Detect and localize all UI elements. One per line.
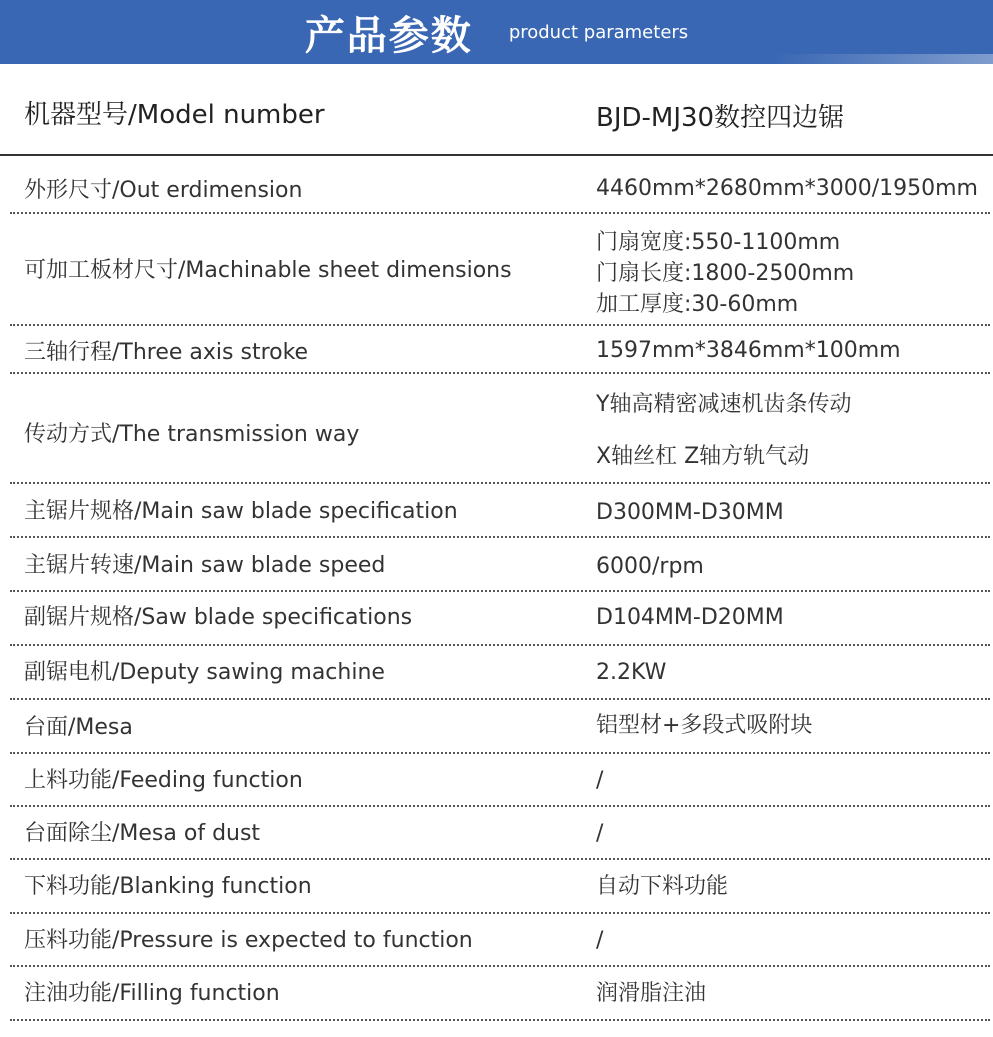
spec-row-filling [0,968,993,1022]
model-label: 机器型号/Model number [24,100,325,130]
dotted-divider [10,912,990,914]
spec-row-pressure [0,915,993,968]
spec-row-transmission [0,375,993,485]
spec-value: 润滑脂注油 [596,981,707,1006]
page-title: 产品参数 [304,12,473,59]
dotted-divider [10,698,990,700]
dotted-divider [10,644,990,646]
spec-label: 可加工板材尺寸/Machinable sheet dimensions [24,258,512,283]
dotted-divider [10,805,990,807]
dotted-divider [10,212,990,214]
spec-row-mesa [0,701,993,755]
dotted-divider [10,536,990,538]
spec-value: / [596,821,604,846]
spec-label: 三轴行程/Three axis stroke [24,340,309,365]
spec-row-dust [0,808,993,861]
spec-value: D300MM-D30MM [596,500,784,525]
dotted-divider [10,590,990,592]
spec-value: 加工厚度:30-60mm [596,292,799,317]
spec-label: 副锯电机/Deputy sawing machine [24,660,385,685]
spec-value: 铝型材+多段式吸附块 [596,713,813,738]
spec-value: Y轴高精密减速机齿条传动 [596,392,852,417]
spec-label: 压料功能/Pressure is expected to function [24,928,473,953]
spec-value: 2.2KW [596,660,667,685]
dotted-divider [10,858,990,860]
spec-value: 门扇宽度:550-1100mm [596,230,841,255]
spec-label: 注油功能/Filling function [24,981,280,1006]
page-subtitle: product parameters [508,21,689,43]
spec-row-deputy-motor [0,647,993,701]
spec-row-feeding [0,755,993,808]
spec-value: / [596,768,604,793]
spec-value: 1597mm*3846mm*100mm [596,338,901,363]
spec-row-dimension [0,155,993,215]
spec-value: 6000/rpm [596,554,704,579]
spec-label: 主锯片规格/Main saw blade specification [24,499,458,524]
dotted-divider [10,1019,990,1021]
spec-value: / [596,928,604,953]
dotted-divider [10,324,990,326]
spec-value: X轴丝杠 Z轴方轨气动 [596,444,810,469]
spec-label: 外形尺寸/Out erdimension [24,178,303,203]
spec-label: 主锯片转速/Main saw blade speed [24,553,386,578]
spec-value: 自动下料功能 [596,874,729,899]
spec-label: 台面除尘/Mesa of dust [24,821,261,846]
spec-value: 门扇长度:1800-2500mm [596,261,855,286]
spec-row-stroke [0,327,993,375]
spec-label: 下料功能/Blanking function [24,874,312,899]
spec-label: 传动方式/The transmission way [24,422,360,447]
dotted-divider [10,965,990,967]
dotted-divider [10,372,990,374]
spec-label: 上料功能/Feeding function [24,768,303,793]
header-banner [0,0,993,64]
spec-row-sheet-dimensions [0,215,993,327]
spec-row-main-blade [0,485,993,539]
spec-row-saw-blade [0,593,993,647]
spec-row-main-speed [0,539,993,593]
model-value: BJD-MJ30数控四边锯 [596,103,845,133]
dotted-divider [10,482,990,484]
model-row [0,64,993,156]
dotted-divider [10,752,990,754]
spec-label: 副锯片规格/Saw blade specifications [24,605,413,630]
spec-value: D104MM-D20MM [596,605,784,630]
spec-label: 台面/Mesa [24,715,133,740]
spec-value: 4460mm*2680mm*3000/1950mm [596,176,978,201]
spec-row-blanking [0,861,993,915]
